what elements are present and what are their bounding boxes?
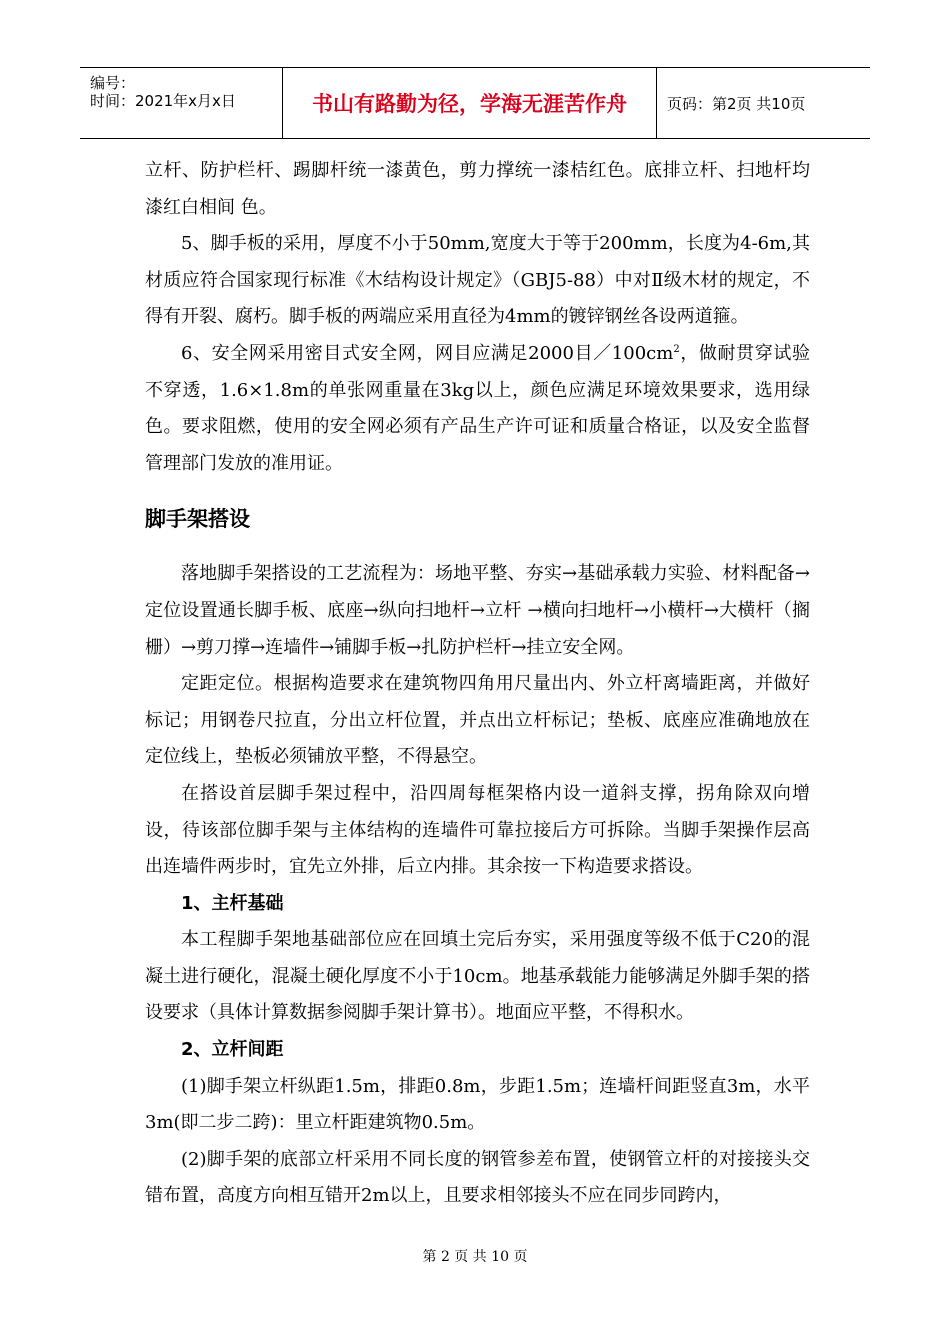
header-page-info: 页码：第2页 共10页 [667,95,806,113]
document-body [145,153,810,1215]
paragraph-spacing-2: (2)脚手架的底部立杆采用不同长度的钢管参差布置，使钢管立杆的对接接头交错布置，高度方向相互错开2m以上，且要求相邻接头不应在同步同跨内， [145,1148,810,1207]
header-meta-cell [80,68,283,138]
paragraph-safety-net [145,336,810,482]
header-page-cell [657,68,870,138]
safety-net-superscript: 2 [673,343,680,355]
paragraph-scaffold-board: 5、脚手板的采用，厚度不小于50mm,宽度大于等于200mm，长度为4-6m,其材质应符合国家现行标准《木结构设计规定》（GBJ5-88）中对Ⅱ级木材的规定，不得有开裂、腐朽。脚手板的两端应采用直径为4mm的镀锌钢丝各设两道箍。 [145,233,810,328]
safety-net-text-b: ，做耐贯穿试验不穿透，1.6×1.8m的单张网重量在3kg以上，颜色应满足环境效果要求，选用绿色。要求阻燃，使用的安全网必须有产品生产许可证和质量合格证，以及安全监督管理部门发放的准用证。 [145,342,811,474]
section-title: 脚手架搭设 [145,507,250,532]
page-footer: 第 2 页 共 10 页 [422,1249,528,1265]
document-date-label: 时间：2021年x月x日 [90,92,236,110]
safety-net-text-a: 6、安全网采用密目式安全网，网目应满足2000目／100cm [181,342,674,364]
document-number-label: 编号： [90,74,136,92]
paragraph-process-flow: 落地脚手架搭设的工艺流程为：场地平整、夯实→基础承载力实验、材料配备→定位设置通长脚手板、底座→纵向扫地杆→立杆 →横向扫地杆→小横杆→大横杆（搁栅）→剪刀撑→连墙件→铺脚手板→扎防护栏杆→挂立安全网。 [145,563,810,658]
subheading-foundation: 1、主杆基础 [181,892,284,914]
paragraph-color-coding: 立杆、防护栏杆、踢脚杆统一漆黄色，剪力撑统一漆桔红色。底排立杆、扫地杆均漆红白相间 色。 [145,160,810,218]
paragraph-foundation: 本工程脚手架地基础部位应在回填土完后夯实，采用强度等级不低于C20的混凝土进行硬化，混凝土硬化厚度不小于10cm。地基承载能力能够满足外脚手架的搭设要求（具体计算数据参阅脚手架计算书）。地面应平整，不得积水。 [145,929,810,1024]
header-motto-cell [283,68,657,138]
header-motto: 书山有路勤为径，学海无涯苦作舟 [312,92,627,116]
paragraph-positioning: 定距定位。根据构造要求在建筑物四角用尺量出内、外立杆离墙距离，并做好标记；用钢卷尺拉直，分出立杆位置，并点出立杆标记；垫板、底座应准确地放在定位线上，垫板必须铺放平整，不得悬空。 [145,673,810,768]
document-header [80,67,870,139]
paragraph-first-layer: 在搭设首层脚手架过程中，沿四周每框架格内设一道斜支撑，拐角除双向增设，待该部位脚手架与主体结构的连墙件可靠拉接后方可拆除。当脚手架操作层高出连墙件两步时，宜先立外排，后立内排。其余按一下构造要求搭设。 [145,782,810,878]
paragraph-spacing-1: (1)脚手架立杆纵距1.5m，排距0.8m，步距1.5m；连墙杆间距竖直3m，水平3m(即二步二跨)：里立杆距建筑物0.5m。 [145,1075,810,1134]
subheading-pole-spacing: 2、立杆间距 [181,1039,284,1061]
